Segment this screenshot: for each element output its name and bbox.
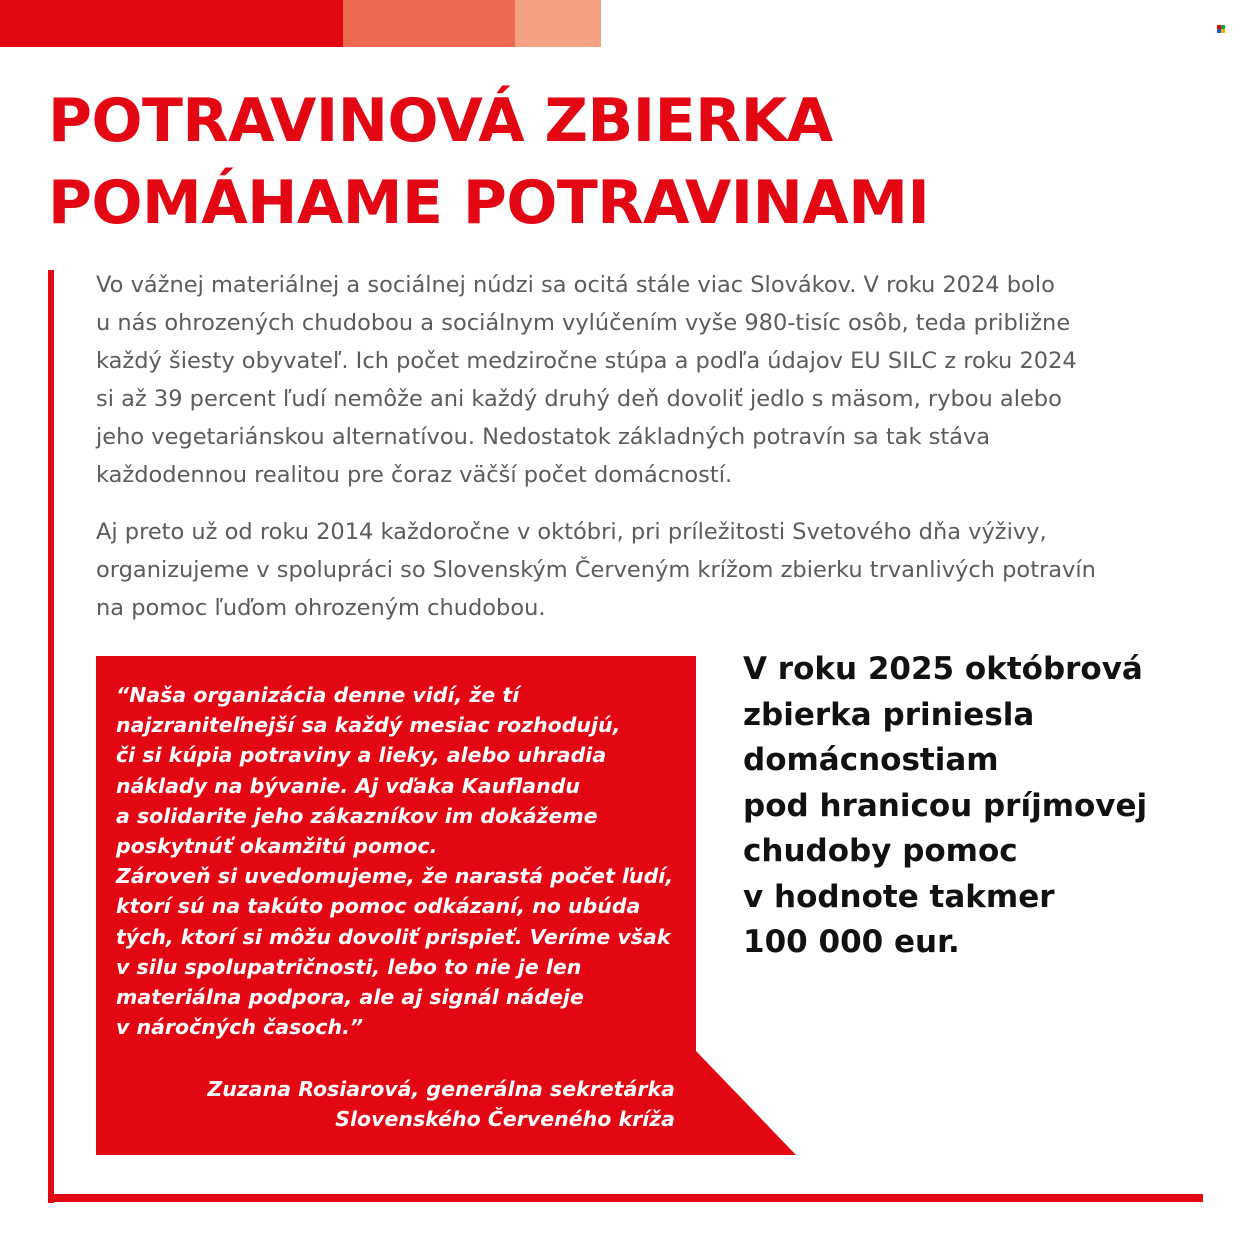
highlight-statement: V roku 2025 októbrová zbierka priniesla domácnostiam pod hranicou príjmovej chudoby pomoc v hodnote takmer 100 000 eur. [743,651,1148,960]
title-line-1: POTRAVINOVÁ ZBIERKA [48,86,833,156]
intro-paragraph: Vo vážnej materiálnej a sociálnej núdzi sa ocitá stále viac Slovákov. V roku 2024 bolo u nás ohrozených chudobou a sociálnym vylúčením vyše 980-tisíc osôb, teda približne každý šiesty obyvateľ. Ich počet medziročne stúpa a podľa údajov EU SILC z roku 2024 si až 39 percent ľudí nemôže ani každý druhý deň dovoliť jedlo s mäsom, rybou alebo jeho vegetariánskou alternatívou. Nedostatok základných potravín sa tak stáva každodennou realitou pre čoraz väčší počet domácností. [96,272,1077,488]
header-bar-peach [515,0,601,47]
quote-text: “Naša organizácia denne vidí, že tí najzraniteľnejší sa každý mesiac rozhodujú, či si kúpia potraviny a lieky, alebo uhradia náklady na bývanie. Aj vďaka Kauflandu a solidarite jeho zákazníkov im dokážeme poskytnúť okamžitú pomoc. Zároveň si uvedomujeme, že narastá počet ľudí, ktorí sú na takúto pomoc odkázaní, no ubúda tých, ktorí si môžu dovoliť prispieť. Veríme však v silu spolupatričnosti, lebo to nie je len materiálna podpora, ale aj signál nádeje v náročných časoch.” [116,683,674,1040]
quote-author: Zuzana Rosiarová, generálna sekretárka Slovenského Červeného kríža [207,1077,675,1131]
title-line-2: POMÁHAME POTRAVINAMI [48,168,930,238]
frame-left-border [48,270,54,1203]
header-bar-red [0,0,343,47]
frame-bottom-border [48,1194,1203,1202]
corner-logo-icon [1217,25,1225,33]
page-title [48,80,929,244]
collection-paragraph: Aj preto už od roku 2014 každoročne v októbri, pri príležitosti Svetového dňa výživy, organizujeme v spolupráci so Slovenským Červeným krížom zbierku trvanlivých potravín na pomoc ľuďom ohrozeným chudobou. [96,519,1096,621]
header-bar-orange [343,0,515,47]
